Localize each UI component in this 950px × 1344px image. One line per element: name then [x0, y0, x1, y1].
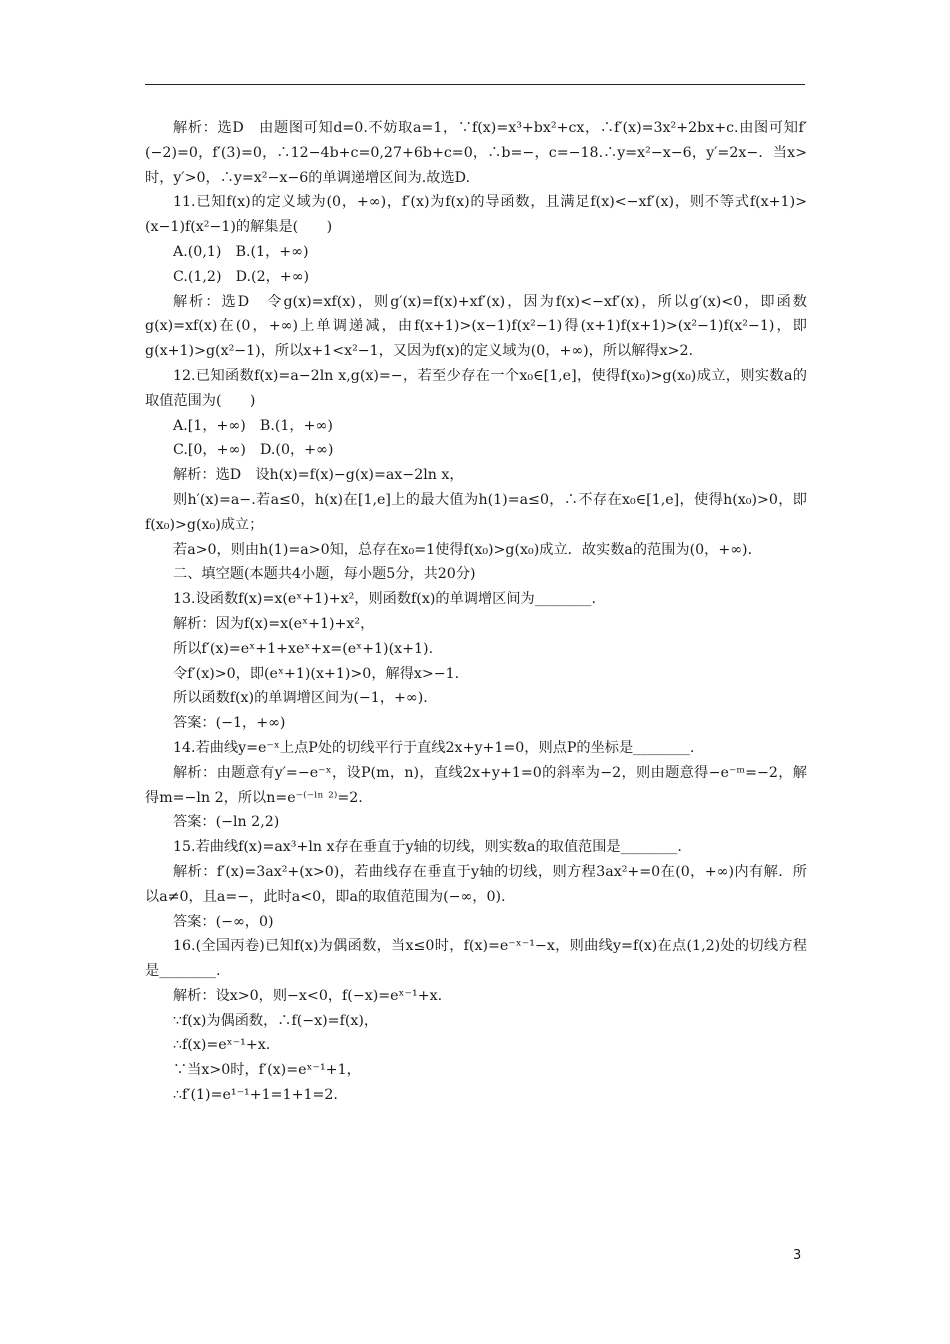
paragraph-question-14: 14.若曲线y=e⁻ˣ上点P处的切线平行于直线2x+y+1=0，则点P的坐标是________.	[173, 739, 695, 756]
document-body	[145, 116, 807, 1108]
section-heading-fill-in: 二、填空题(本题共4小题，每小题5分，共20分)	[173, 566, 476, 583]
paragraph-solution-11: 解析：选D 令g(x)=xf(x)，则g′(x)=f(x)+xf′(x)，因为f(x)<−xf′(x)，所以g′(x)<0，即函数g(x)=xf(x)在(0，+∞)上单调递减，由f(x+1)>(x−1)f(x²−1)得(x+1)f(x+1)>(x²−1)f(x²−1)，即g(x+1)>g(x²−1)，所以x+1<x²−1，又因为f(x)的定义域为(0，+∞)，所以解得x>2.	[145, 293, 807, 360]
paragraph-solution-12-b: 则h′(x)=a−.若a≤0，h(x)在[1,e]上的最大值为h(1)=a≤0，∴不存在x₀∈[1,e]，使得h(x₀)>0，即f(x₀)>g(x₀)成立；	[145, 491, 807, 533]
paragraph-options-11-cd: C.(1,2) D.(2，+∞)	[173, 268, 310, 285]
paragraph-answer-13: 答案：(−1，+∞)	[173, 715, 286, 732]
paragraph-solution-16-c: ∴f(x)=eˣ⁻¹+x.	[173, 1037, 271, 1054]
paragraph-solution-10: 解析：选D 由题图可知d=0.不妨取a=1，∵f(x)=x³+bx²+cx，∴f′(x)=3x²+2bx+c.由图可知f′(−2)=0，f′(3)=0，∴12−4b+c=0,27+6b+c=0，∴b=−，c=−18.∴y=x²−x−6，y′=2x−．当x>时，y′>0，∴y=x²−x−6的单调递增区间为.故选D.	[145, 120, 807, 186]
paragraph-solution-16-d: ∵当x>0时，f′(x)=eˣ⁻¹+1，	[173, 1062, 361, 1079]
paragraph-solution-12-c: 若a>0，则由h(1)=a>0知，总存在x₀=1使得f(x₀)>g(x₀)成立．故实数a的范围为(0，+∞)．	[173, 541, 762, 558]
paragraph-solution-16-b: ∵f(x)为偶函数，∴f(−x)=f(x)，	[173, 1012, 379, 1029]
paragraph-solution-14: 解析：由题意有y′=−e⁻ˣ，设P(m，n)，直线2x+y+1=0的斜率为−2，则由题意得−e⁻ᵐ=−2，解得m=−ln 2，所以n=e⁻⁽⁻ˡⁿ ²⁾=2.	[145, 764, 807, 806]
paragraph-solution-13-a: 解析：因为f(x)=x(eˣ+1)+x²，	[173, 615, 375, 632]
paragraph-question-12: 12.已知函数f(x)=a−2ln x,g(x)=−，若至少存在一个x₀∈[1,e]，使得f(x₀)>g(x₀)成立，则实数a的取值范围为( )	[145, 367, 807, 409]
paragraph-solution-13-b: 所以f′(x)=eˣ+1+xeˣ+x=(eˣ+1)(x+1).	[173, 640, 434, 657]
paragraph-question-11: 11.已知f(x)的定义域为(0，+∞)，f′(x)为f(x)的导函数，且满足f(x)<−xf′(x)，则不等式f(x+1)>(x−1)f(x²−1)的解集是( )	[145, 194, 807, 236]
paragraph-solution-16-a: 解析：设x>0，则−x<0，f(−x)=eˣ⁻¹+x.	[173, 987, 443, 1004]
paragraph-solution-16-e: ∴f′(1)=e¹⁻¹+1=1+1=2.	[173, 1087, 338, 1104]
paragraph-answer-14: 答案：(−ln 2,2)	[173, 814, 280, 831]
paragraph-question-13: 13.设函数f(x)=x(eˣ+1)+x²，则函数f(x)的单调增区间为________.	[173, 591, 596, 608]
paragraph-options-12-ab: A.[1，+∞) B.(1，+∞)	[173, 417, 333, 434]
paragraph-solution-13-c: 令f′(x)>0，即(eˣ+1)(x+1)>0，解得x>−1.	[173, 665, 460, 682]
paragraph-answer-15: 答案：(−∞，0)	[173, 913, 274, 930]
paragraph-options-12-cd: C.[0，+∞) D.(0，+∞)	[173, 442, 334, 459]
paragraph-solution-13-d: 所以函数f(x)的单调增区间为(−1，+∞).	[173, 690, 428, 707]
paragraph-question-16: 16.(全国丙卷)已知f(x)为偶函数，当x≤0时，f(x)=e⁻ˣ⁻¹−x，则曲线y=f(x)在点(1,2)处的切线方程是________.	[145, 938, 807, 980]
paragraph-solution-12-a: 解析：选D 设h(x)=f(x)−g(x)=ax−2ln x，	[173, 467, 464, 484]
paragraph-solution-15: 解析：f′(x)=3ax²+(x>0)，若曲线存在垂直于y轴的切线，则方程3ax²+=0在(0，+∞)内有解．所以a≠0，且a=−，此时a<0，即a的取值范围为(−∞，0).	[145, 863, 807, 905]
paragraph-options-11-ab: A.(0,1) B.(1，+∞)	[173, 243, 309, 260]
page-number: 3	[793, 1248, 802, 1263]
paragraph-question-15: 15.若曲线f(x)=ax³+ln x存在垂直于y轴的切线，则实数a的取值范围是________.	[173, 839, 682, 856]
header-rule	[145, 84, 805, 85]
